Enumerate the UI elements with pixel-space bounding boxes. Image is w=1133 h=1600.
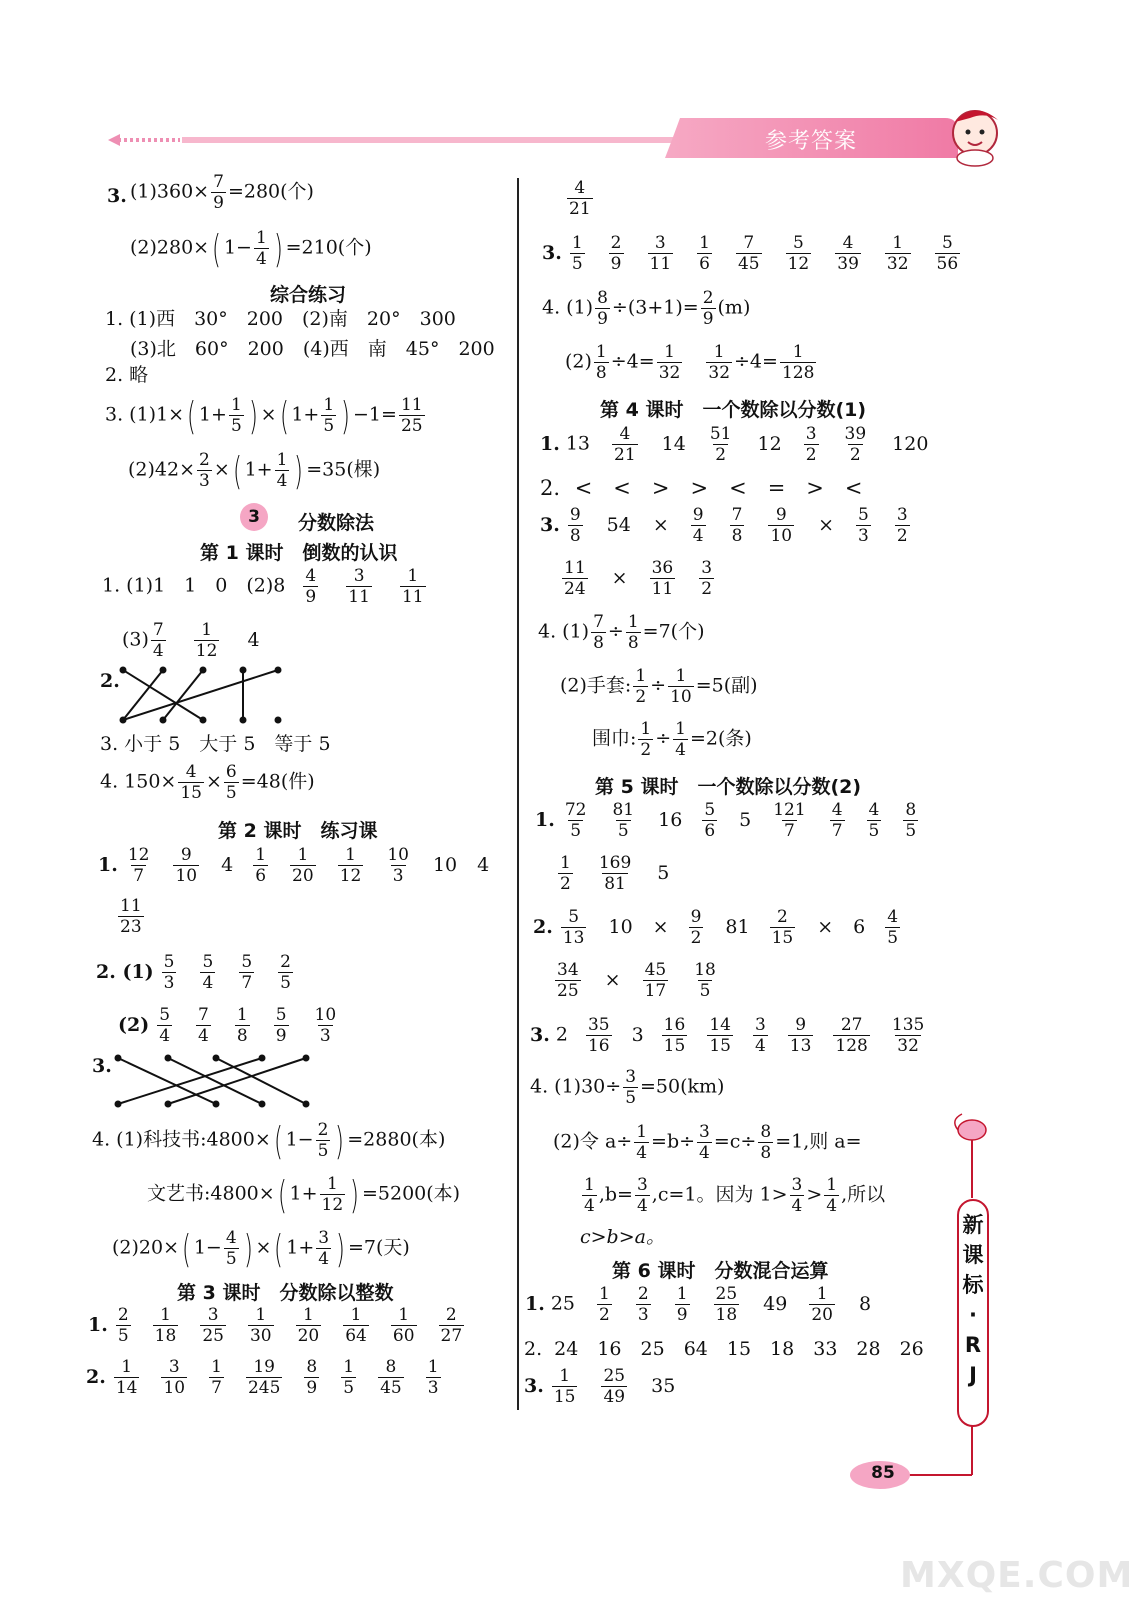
l2-q1 bbox=[98, 845, 489, 886]
fraction: $\frac{5}{9}$ bbox=[275, 1005, 287, 1046]
l1-q2-label: 2. bbox=[100, 670, 120, 692]
answer-value: 81 bbox=[725, 915, 750, 938]
fraction: $\frac{5}{12}$ bbox=[787, 233, 810, 274]
l5-q1 bbox=[535, 800, 920, 841]
fraction: $\frac{1}{30}$ bbox=[249, 1305, 272, 1346]
fraction: $\frac{39}{2}$ bbox=[844, 424, 867, 465]
question-number: 3. bbox=[542, 241, 562, 264]
l2-q3-label: 3. bbox=[92, 1055, 112, 1077]
fraction: $\frac{8}{45}$ bbox=[380, 1357, 402, 1398]
l4-q4b: (2)手套: $\frac{1}{2}$ ÷ $\frac{1}{10}$ =5(副) bbox=[560, 666, 758, 707]
header-band bbox=[0, 0, 1105, 200]
fraction: $\frac{1}{20}$ bbox=[297, 1305, 320, 1346]
fraction: $\frac{169}{81}$ bbox=[598, 853, 632, 894]
fraction: $\frac{1}{15}$ bbox=[553, 1366, 576, 1407]
fraction: $\frac{12}{7}$ bbox=[127, 845, 150, 886]
l5-q4d: c>b>a。 bbox=[580, 1226, 665, 1248]
fraction: $\frac{8}{9}$ bbox=[306, 1357, 318, 1398]
fraction: $\frac{5}{3}$ bbox=[163, 952, 175, 993]
series-label-char: · bbox=[969, 1303, 977, 1327]
fraction: $\frac{9}{8}$ bbox=[569, 505, 581, 546]
fraction: $\frac{10}{3}$ bbox=[314, 1005, 337, 1046]
page-number: 85 bbox=[871, 1463, 895, 1483]
r-q4b: (2) $\frac{1}{8}$ ÷4= $\frac{1}{32}$ $\frac{1}{32}$ ÷4= $\frac{1}{128}$ bbox=[565, 342, 815, 383]
fraction: $\frac{135}{32}$ bbox=[891, 1015, 925, 1056]
fraction: $\frac{11}{24}$ bbox=[564, 558, 586, 599]
answer-value: 8 bbox=[858, 1292, 872, 1315]
zonghe-q3a: 3. (1)1×( 1+ $\frac{1}{5}$ ) ×( 1+ $\frac{1}{5}$ ) −1= $\frac{11}{25}$ bbox=[105, 393, 423, 438]
series-label-char: 课 bbox=[962, 1243, 984, 1267]
answer-value: 5 bbox=[739, 808, 752, 831]
question-number: 1. bbox=[535, 808, 555, 831]
fraction: $\frac{51}{2}$ bbox=[709, 424, 732, 465]
fraction: $\frac{1}{18}$ bbox=[154, 1305, 177, 1346]
answer-value: 14 bbox=[661, 432, 686, 455]
fraction: $\frac{3}{10}$ bbox=[163, 1357, 186, 1398]
question-number: 1. bbox=[540, 432, 560, 455]
fraction: $\frac{1}{20}$ bbox=[292, 845, 314, 886]
fraction: $\frac{7}{45}$ bbox=[737, 233, 760, 274]
section-zonghe: 综合练习 bbox=[270, 284, 347, 306]
answer-value: 6 bbox=[853, 915, 866, 938]
zonghe-q3b: (2)42× $\frac{2}{3}$ ×( 1+ $\frac{1}{4}$ ) =35(棵) bbox=[128, 448, 381, 493]
matching-diagram-1 bbox=[115, 662, 285, 730]
question-number: 1. bbox=[88, 1313, 108, 1336]
fraction: $\frac{9}{10}$ bbox=[770, 505, 793, 546]
fraction: $\frac{1}{2}$ bbox=[599, 1284, 610, 1325]
fraction: $\frac{5}{13}$ bbox=[562, 907, 585, 948]
fraction: $\frac{9}{2}$ bbox=[690, 907, 702, 948]
fraction: $\frac{1}{2}$ bbox=[560, 853, 571, 894]
fraction: $\frac{2}{9}$ bbox=[610, 233, 622, 274]
fraction: $\frac{10}{3}$ bbox=[387, 845, 409, 886]
fraction: $\frac{4}{5}$ bbox=[868, 800, 880, 841]
column-divider bbox=[517, 178, 519, 1410]
lesson5-title: 第 5 课时 一个数除以分数(2) bbox=[595, 776, 862, 798]
fraction: $\frac{1}{7}$ bbox=[211, 1357, 222, 1398]
fraction: $\frac{9}{10}$ bbox=[175, 845, 198, 886]
answer-value: × bbox=[611, 566, 628, 589]
answer-value: 120 bbox=[892, 432, 929, 455]
lesson2-title: 第 2 课时 练习课 bbox=[218, 820, 378, 842]
answer-value: 10 bbox=[432, 853, 458, 876]
side-ornament bbox=[900, 1100, 1005, 1500]
fraction: $\frac{25}{18}$ bbox=[715, 1284, 738, 1325]
lesson3-title: 第 3 课时 分数除以整数 bbox=[177, 1282, 394, 1304]
r-q4a: 4. (1) $\frac{8}{9}$ ÷(3+1)= $\frac{2}{9}$ (m) bbox=[542, 288, 751, 329]
answer-value: × bbox=[818, 513, 834, 536]
q3-line1: (1)360× $\frac{7}{9}$ =280(个) bbox=[130, 172, 314, 213]
l5-q4a: 4. (1)30÷ $\frac{3}{5}$ =50(km) bbox=[530, 1067, 725, 1108]
fraction: $\frac{5}{4}$ bbox=[202, 952, 214, 993]
series-label-char: J bbox=[969, 1363, 977, 1387]
fraction: $\frac{5}{7}$ bbox=[241, 952, 253, 993]
answer-value: × bbox=[652, 513, 669, 536]
lesson6-title: 第 6 课时 分数混合运算 bbox=[612, 1260, 829, 1282]
unit-badge: 3 bbox=[240, 503, 268, 531]
fraction: $\frac{3}{2}$ bbox=[701, 558, 713, 599]
q3-line2: (2)280×( 1− $\frac{1}{4}$ ) =210(个) bbox=[130, 226, 372, 271]
series-label-char: R bbox=[964, 1333, 982, 1357]
l4-q2: 2. < < > > < = > < bbox=[540, 476, 863, 500]
question-number: 1. bbox=[525, 1292, 545, 1315]
question-number: 1. bbox=[98, 853, 118, 876]
l1-q1: 1. (1)1 1 0 (2)8 $\frac{4}{9}$ $\frac{3}{11}$ $\frac{1}{11}$ bbox=[102, 566, 424, 607]
fraction: $\frac{3}{2}$ bbox=[805, 424, 817, 465]
r-q3 bbox=[542, 233, 962, 274]
l4-q1 bbox=[540, 424, 928, 465]
l1-q1b: (3) $\frac{7}{4}$ $\frac{1}{12}$ 4 bbox=[122, 620, 260, 661]
fraction: $\frac{3}{2}$ bbox=[896, 505, 908, 546]
lesson1-title: 第 1 课时 倒数的认识 bbox=[200, 542, 398, 564]
fraction: $\frac{2}{5}$ bbox=[280, 952, 291, 993]
fraction: $\frac{1}{3}$ bbox=[427, 1357, 439, 1398]
unit-title: 分数除法 bbox=[298, 512, 375, 534]
answer-value: 54 bbox=[606, 513, 631, 536]
fraction: $\frac{7}{4}$ bbox=[198, 1005, 209, 1046]
answer-value: 35 bbox=[651, 1374, 676, 1397]
fraction: $\frac{4}{21}$ bbox=[614, 424, 636, 465]
fraction: $\frac{1}{14}$ bbox=[115, 1357, 138, 1398]
question-number: 3. bbox=[530, 1023, 550, 1046]
fraction: $\frac{5}{4}$ bbox=[159, 1005, 171, 1046]
fraction: $\frac{4}{7}$ bbox=[831, 800, 843, 841]
answer-value: × bbox=[604, 968, 621, 991]
l4-q3 bbox=[540, 505, 912, 546]
fraction: $\frac{1}{64}$ bbox=[345, 1305, 367, 1346]
answer-value: 12 bbox=[757, 432, 782, 455]
l2-q1-last: $\frac{11}{23}$ bbox=[120, 896, 142, 937]
fraction: $\frac{3}{11}$ bbox=[649, 233, 672, 274]
l6-q2: 2. 24 16 25 64 15 18 33 28 26 bbox=[524, 1338, 924, 1360]
fraction: $\frac{1}{6}$ bbox=[255, 845, 267, 886]
fraction: $\frac{121}{7}$ bbox=[773, 800, 806, 841]
answer-value: 4 bbox=[477, 853, 490, 876]
answer-value: 4 bbox=[221, 853, 234, 876]
answer-value: × bbox=[817, 915, 834, 938]
l1-q3: 3. 小于 5 大于 5 等于 5 bbox=[100, 733, 331, 755]
question-number: 3. bbox=[524, 1374, 544, 1397]
l3-q1 bbox=[88, 1305, 466, 1346]
fraction: $\frac{36}{11}$ bbox=[651, 558, 674, 599]
answer-value: 49 bbox=[763, 1292, 788, 1315]
zonghe-q2: 2. 略 bbox=[105, 364, 149, 386]
l5-q1b bbox=[556, 853, 669, 894]
fraction: $\frac{19}{245}$ bbox=[247, 1357, 281, 1398]
fraction: $\frac{5}{56}$ bbox=[936, 233, 959, 274]
l2-q4a: 4. (1)科技书:4800×( 1− $\frac{2}{5}$ ) =2880(本) bbox=[92, 1118, 446, 1163]
zonghe-q1-line2: (3)北 60° 200 (4)西 南 45° 200 bbox=[130, 338, 495, 360]
question-number: 2. bbox=[86, 1365, 106, 1388]
l5-q2b bbox=[553, 960, 720, 1001]
l5-q4b: (2)令 a÷ $\frac{1}{4}$ =b÷ $\frac{3}{4}$ =c÷ $\frac{8}{8}$ =1,则 a= bbox=[553, 1122, 862, 1163]
fraction: $\frac{9}{13}$ bbox=[789, 1015, 812, 1056]
fraction: $\frac{14}{15}$ bbox=[709, 1015, 731, 1056]
fraction: $\frac{81}{5}$ bbox=[612, 800, 635, 841]
fraction: $\frac{1}{32}$ bbox=[886, 233, 909, 274]
watermark: MXQE.COM bbox=[900, 1555, 1133, 1596]
fraction: $\frac{1}{8}$ bbox=[236, 1005, 248, 1046]
fraction: $\frac{2}{27}$ bbox=[440, 1305, 463, 1346]
answer-value: 10 bbox=[608, 915, 633, 938]
fraction: $\frac{2}{3}$ bbox=[637, 1284, 649, 1325]
question-number: 3. bbox=[540, 513, 560, 536]
answer-value: 25 bbox=[550, 1292, 576, 1315]
answer-value: × bbox=[652, 915, 669, 938]
l1-q4: 4. 150× $\frac{4}{15}$ × $\frac{6}{5}$ =48(件) bbox=[100, 762, 315, 803]
fraction: $\frac{1}{5}$ bbox=[343, 1357, 355, 1398]
l5-q3 bbox=[530, 1015, 928, 1056]
fraction: $\frac{72}{5}$ bbox=[564, 800, 587, 841]
answer-value: 16 bbox=[658, 808, 683, 831]
l6-q1 bbox=[525, 1284, 871, 1325]
fraction: $\frac{4}{5}$ bbox=[887, 907, 899, 948]
fraction: $\frac{1}{5}$ bbox=[571, 233, 583, 274]
l5-q2 bbox=[533, 907, 902, 948]
fraction: $\frac{3}{25}$ bbox=[202, 1305, 224, 1346]
l4-q4c: 围巾: $\frac{1}{2}$ ÷ $\frac{1}{4}$ =2(条) bbox=[592, 719, 752, 760]
fraction: $\frac{45}{17}$ bbox=[644, 960, 667, 1001]
fraction: $\frac{1}{60}$ bbox=[392, 1305, 415, 1346]
question-number: 2. bbox=[533, 915, 553, 938]
fraction: $\frac{35}{16}$ bbox=[587, 1015, 610, 1056]
lesson4-title: 第 4 课时 一个数除以分数(1) bbox=[600, 399, 867, 421]
fraction: $\frac{4}{39}$ bbox=[837, 233, 859, 274]
answer-value: 2 bbox=[555, 1023, 568, 1046]
l3-q2 bbox=[86, 1357, 443, 1398]
answer-value: 13 bbox=[565, 432, 591, 455]
question-number: (2) bbox=[118, 1013, 150, 1036]
series-label-char: 标 bbox=[962, 1273, 984, 1297]
fraction: $\frac{1}{9}$ bbox=[676, 1284, 688, 1325]
question-number: 2. (1) bbox=[96, 960, 154, 983]
fraction: $\frac{34}{25}$ bbox=[557, 960, 579, 1001]
fraction: $\frac{3}{4}$ bbox=[754, 1015, 766, 1056]
series-label bbox=[958, 1210, 988, 1390]
q3-label: 3. bbox=[107, 185, 127, 207]
l5-q4c: $\frac{1}{4}$ ,b= $\frac{3}{4}$ ,c=1。因为 1> $\frac{3}{4}$ > $\frac{1}{4}$ ,所以 bbox=[584, 1175, 886, 1216]
fraction: $\frac{2}{5}$ bbox=[117, 1305, 129, 1346]
fraction: $\frac{1}{12}$ bbox=[339, 845, 362, 886]
answer-value: 3 bbox=[631, 1023, 644, 1046]
l2-q4b: 文艺书:4800×( 1+ $\frac{1}{12}$ ) =5200(本) bbox=[147, 1172, 461, 1217]
fraction: $\frac{5}{3}$ bbox=[858, 505, 869, 546]
r-top-frac: $\frac{4}{21}$ bbox=[569, 178, 591, 219]
l4-q4a: 4. (1) $\frac{7}{8}$ ÷ $\frac{1}{8}$ =7(个) bbox=[538, 612, 705, 653]
l2-q2a bbox=[96, 952, 295, 993]
l6-q3 bbox=[524, 1366, 675, 1407]
fraction: $\frac{2}{15}$ bbox=[771, 907, 794, 948]
fraction: $\frac{18}{5}$ bbox=[694, 960, 716, 1001]
l2-q2b bbox=[118, 1005, 340, 1046]
fraction: $\frac{16}{15}$ bbox=[663, 1015, 686, 1056]
fraction: $\frac{25}{49}$ bbox=[603, 1366, 626, 1407]
zonghe-q1-line1: 1. (1)西 30° 200 (2)南 20° 300 bbox=[105, 308, 456, 330]
fraction: $\frac{5}{6}$ bbox=[704, 800, 716, 841]
answer-value: 5 bbox=[657, 861, 670, 884]
fraction: $\frac{7}{8}$ bbox=[731, 505, 743, 546]
l4-q3b bbox=[560, 558, 716, 599]
fraction: $\frac{9}{4}$ bbox=[692, 505, 704, 546]
matching-diagram-2 bbox=[112, 1052, 312, 1112]
fraction: $\frac{27}{128}$ bbox=[835, 1015, 868, 1056]
fraction: $\frac{1}{20}$ bbox=[811, 1284, 833, 1325]
l2-q4c: (2)20×( 1− $\frac{4}{5}$ ) ×( 1+ $\frac{3}{4}$ ) =7(天) bbox=[112, 1226, 410, 1271]
header-title: 参考答案 bbox=[765, 129, 858, 154]
fraction: $\frac{8}{5}$ bbox=[905, 800, 917, 841]
fraction: $\frac{1}{6}$ bbox=[699, 233, 710, 274]
series-label-char: 新 bbox=[962, 1213, 984, 1237]
